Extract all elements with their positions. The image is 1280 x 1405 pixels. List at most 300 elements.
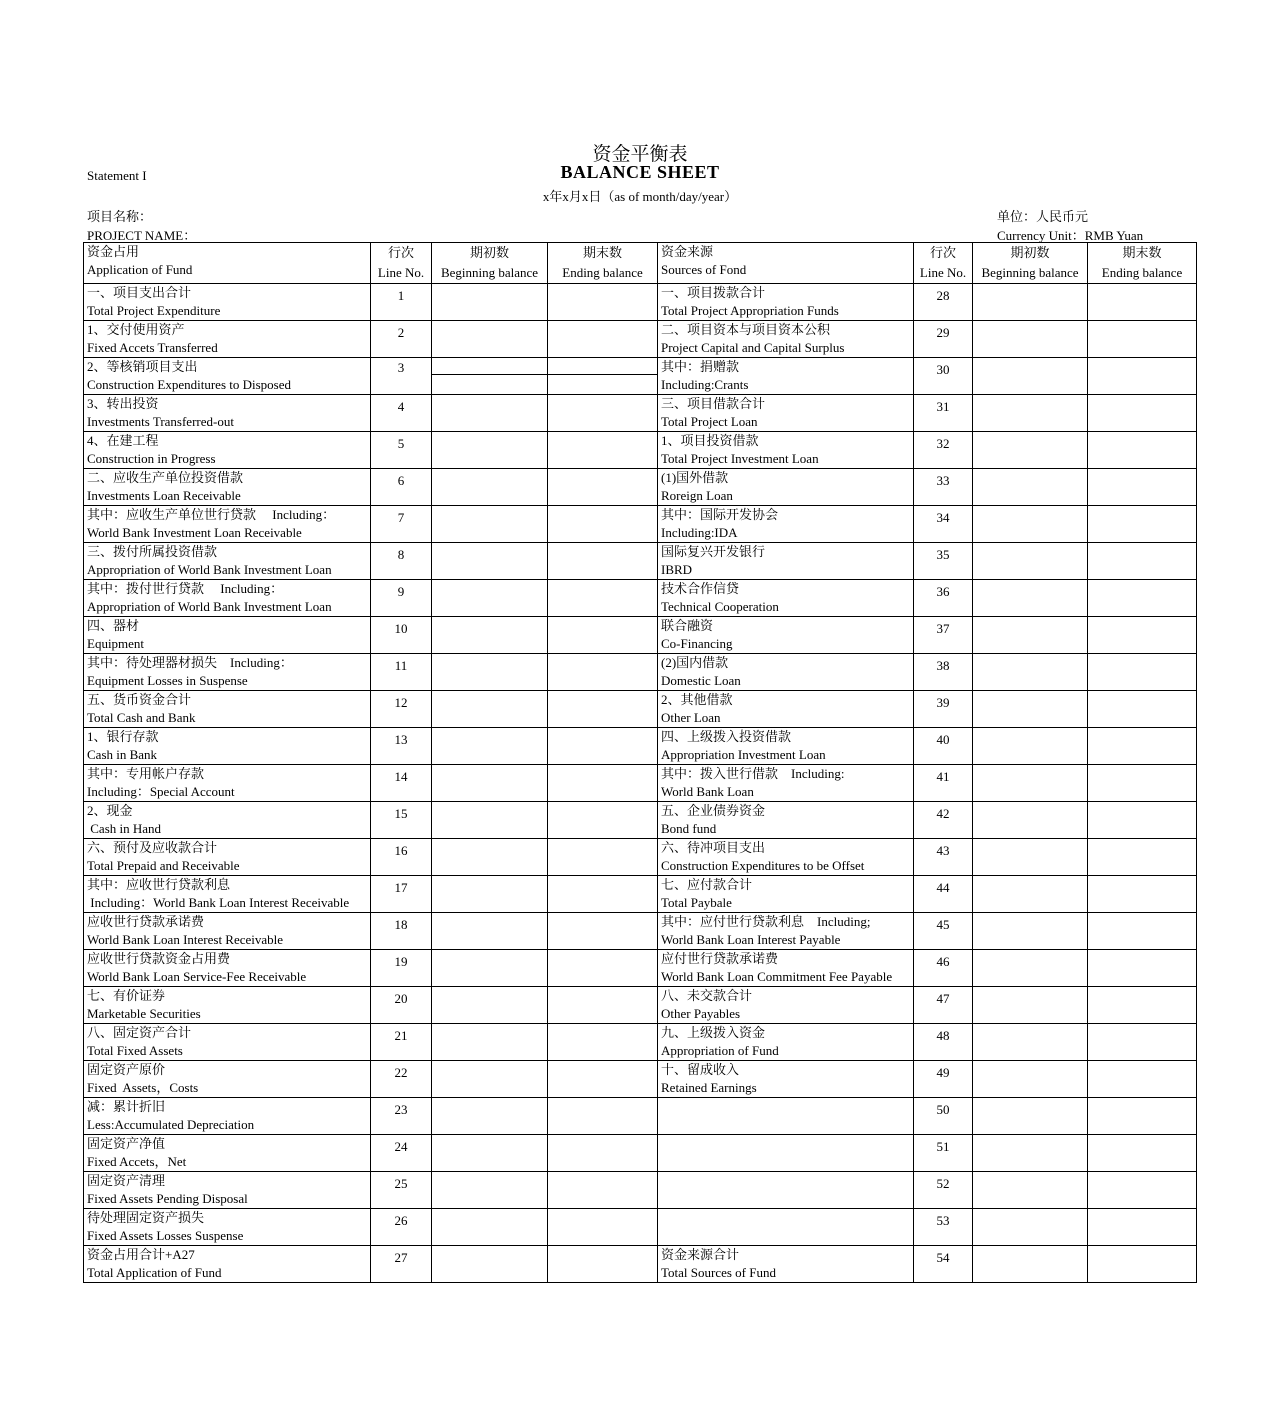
- source-item-cn: 六、待冲项目支出: [661, 840, 766, 855]
- source-item-cn: 2、其他借款: [661, 692, 733, 707]
- source-item-cn: 技术合作信贷: [661, 581, 740, 596]
- application-item-en: Investments Transferred-out: [87, 414, 234, 429]
- application-ending-cell[interactable]: [548, 358, 658, 395]
- source-ending-cell[interactable]: [1088, 1172, 1197, 1209]
- source-ending-cell[interactable]: [1088, 876, 1197, 913]
- application-ending-cell[interactable]: [548, 284, 658, 321]
- project-name-en: PROJECT NAME：: [87, 228, 197, 243]
- application-beginning-cell[interactable]: [432, 284, 548, 321]
- header-sources: [658, 243, 914, 284]
- source-beginning-cell[interactable]: [973, 1172, 1088, 1209]
- source-item: [658, 654, 914, 691]
- source-beginning-cell[interactable]: [973, 1135, 1088, 1172]
- source-ending-cell[interactable]: [1088, 802, 1197, 839]
- application-item-en: Fixed Assets，Costs: [87, 1080, 199, 1095]
- application-ending-cell[interactable]: [548, 765, 658, 802]
- application-beginning-cell[interactable]: [432, 358, 548, 395]
- application-item-cn: 其中：应收生产单位世行贷款 Including：: [87, 507, 336, 522]
- source-beginning-cell[interactable]: [973, 358, 1088, 395]
- source-item-cn: 1、项目投资借款: [661, 433, 759, 448]
- source-ending-cell[interactable]: [1088, 617, 1197, 654]
- source-line-no: [914, 913, 973, 950]
- line-number: 33: [936, 473, 950, 488]
- source-item: [658, 506, 914, 543]
- source-line-no: [914, 728, 973, 765]
- table-row: [84, 728, 1197, 765]
- source-item: [658, 469, 914, 506]
- source-beginning-cell[interactable]: [973, 469, 1088, 506]
- balance-sheet-table: [83, 242, 1197, 1283]
- application-ending-cell[interactable]: [548, 395, 658, 432]
- application-beginning-cell[interactable]: [432, 1024, 548, 1061]
- source-line-no: [914, 876, 973, 913]
- header-line-no-2: [914, 243, 973, 284]
- source-beginning-cell[interactable]: [973, 321, 1088, 358]
- table-row: [84, 469, 1197, 506]
- line-number: 29: [936, 325, 950, 340]
- application-ending-cell[interactable]: [548, 691, 658, 728]
- line-number: 49: [936, 1065, 950, 1080]
- application-item-en: World Bank Loan Interest Receivable: [87, 932, 284, 947]
- application-ending-cell[interactable]: [548, 876, 658, 913]
- application-line-no: [371, 876, 432, 913]
- application-item: [84, 987, 371, 1024]
- application-line-no: [371, 469, 432, 506]
- source-line-no: [914, 1246, 973, 1283]
- source-line-no: [914, 395, 973, 432]
- application-ending-cell[interactable]: [548, 580, 658, 617]
- line-number: 14: [394, 769, 408, 784]
- application-line-no: [371, 432, 432, 469]
- source-item-cn: 三、项目借款合计: [661, 396, 766, 411]
- application-beginning-cell[interactable]: [432, 950, 548, 987]
- application-ending-cell[interactable]: [548, 654, 658, 691]
- application-beginning-cell[interactable]: [432, 654, 548, 691]
- source-item-cn: 资金来源合计: [661, 1247, 740, 1262]
- application-beginning-cell[interactable]: [432, 543, 548, 580]
- source-beginning-cell[interactable]: [973, 913, 1088, 950]
- application-beginning-cell[interactable]: [432, 839, 548, 876]
- source-item: [658, 543, 914, 580]
- header-row: [84, 243, 1197, 284]
- source-item-cn: 联合融资: [661, 618, 714, 633]
- source-beginning-cell[interactable]: [973, 802, 1088, 839]
- application-beginning-cell[interactable]: [432, 1061, 548, 1098]
- application-item: [84, 691, 371, 728]
- source-ending-cell[interactable]: [1088, 469, 1197, 506]
- source-item: [658, 839, 914, 876]
- application-item-cn: 待处理固定资产损失: [87, 1210, 205, 1225]
- application-item-cn: 一、项目支出合计: [87, 285, 192, 300]
- application-beginning-cell[interactable]: [432, 321, 548, 358]
- source-beginning-cell[interactable]: [973, 543, 1088, 580]
- application-beginning-cell[interactable]: [432, 1246, 548, 1283]
- application-line-no: [371, 1098, 432, 1135]
- application-item-cn: 五、货币资金合计: [87, 692, 192, 707]
- application-beginning-cell[interactable]: [432, 580, 548, 617]
- line-number: 40: [936, 732, 950, 747]
- source-ending-cell[interactable]: [1088, 839, 1197, 876]
- source-item-en: Other Loan: [661, 710, 721, 725]
- source-beginning-cell[interactable]: [973, 765, 1088, 802]
- source-item-en: World Bank Loan Commitment Fee Payable: [661, 969, 893, 984]
- application-item: [84, 432, 371, 469]
- application-beginning-cell[interactable]: [432, 728, 548, 765]
- application-ending-cell[interactable]: [548, 1024, 658, 1061]
- application-beginning-cell[interactable]: [432, 987, 548, 1024]
- source-beginning-cell[interactable]: [973, 839, 1088, 876]
- application-item-en: Marketable Securities: [87, 1006, 201, 1021]
- source-item: [658, 876, 914, 913]
- source-item-en: Domestic Loan: [661, 673, 741, 688]
- source-beginning-cell[interactable]: [973, 580, 1088, 617]
- line-number: 43: [936, 843, 950, 858]
- source-ending-cell[interactable]: [1088, 728, 1197, 765]
- source-ending-cell[interactable]: [1088, 506, 1197, 543]
- source-item: [658, 1246, 914, 1283]
- application-item: [84, 543, 371, 580]
- source-line-no: [914, 469, 973, 506]
- header-beginning: [432, 243, 548, 284]
- source-ending-cell[interactable]: [1088, 1061, 1197, 1098]
- table-row: [84, 284, 1197, 321]
- source-beginning-cell[interactable]: [973, 1024, 1088, 1061]
- header-sources-en: Sources of Fond: [661, 262, 747, 277]
- application-beginning-cell[interactable]: [432, 1172, 548, 1209]
- application-item-en: Construction in Progress: [87, 451, 216, 466]
- application-item-cn: 其中：专用帐户存款: [87, 766, 205, 781]
- line-number: 36: [936, 584, 950, 599]
- application-item: [84, 321, 371, 358]
- source-beginning-cell[interactable]: [973, 987, 1088, 1024]
- source-ending-cell[interactable]: [1088, 654, 1197, 691]
- application-beginning-cell[interactable]: [432, 395, 548, 432]
- table-row: [84, 876, 1197, 913]
- source-ending-cell[interactable]: [1088, 580, 1197, 617]
- application-line-no: [371, 1061, 432, 1098]
- statement-label: Statement I: [87, 168, 147, 183]
- source-item-en: World Bank Loan Interest Payable: [661, 932, 841, 947]
- application-item-en: Fixed Accets Transferred: [87, 340, 218, 355]
- table-row: [84, 395, 1197, 432]
- source-beginning-cell[interactable]: [973, 1246, 1088, 1283]
- source-ending-cell[interactable]: [1088, 395, 1197, 432]
- application-line-no: [371, 802, 432, 839]
- source-ending-cell[interactable]: [1088, 1024, 1197, 1061]
- source-ending-cell[interactable]: [1088, 284, 1197, 321]
- header-beginning-2: [973, 243, 1088, 284]
- source-item-cn: 七、应付款合计: [661, 877, 753, 892]
- source-ending-cell[interactable]: [1088, 691, 1197, 728]
- line-number: 38: [936, 658, 950, 673]
- application-item: [84, 1172, 371, 1209]
- source-line-no: [914, 839, 973, 876]
- application-ending-cell[interactable]: [548, 543, 658, 580]
- application-ending-cell[interactable]: [548, 1098, 658, 1135]
- source-beginning-cell[interactable]: [973, 432, 1088, 469]
- source-beginning-cell[interactable]: [973, 506, 1088, 543]
- application-item-en: Fixed Assets Losses Suspense: [87, 1228, 244, 1243]
- source-beginning-cell[interactable]: [973, 1098, 1088, 1135]
- source-beginning-cell[interactable]: [973, 395, 1088, 432]
- source-ending-cell[interactable]: [1088, 543, 1197, 580]
- source-item-en: IBRD: [661, 562, 693, 577]
- application-line-no: [371, 913, 432, 950]
- application-ending-cell[interactable]: [548, 506, 658, 543]
- application-item-en: World Bank Loan Service-Fee Receivable: [87, 969, 307, 984]
- source-item-cn: (2)国内借款: [661, 655, 729, 670]
- application-ending-cell[interactable]: [548, 987, 658, 1024]
- source-item-en: Co-Financing: [661, 636, 733, 651]
- source-item: [658, 1024, 914, 1061]
- source-item-en: World Bank Loan: [661, 784, 754, 799]
- source-line-no: [914, 1061, 973, 1098]
- source-item-en: Appropriation of Fund: [661, 1043, 779, 1058]
- source-item: [658, 802, 914, 839]
- source-item-cn: 十、留成收入: [661, 1062, 740, 1077]
- source-ending-cell[interactable]: [1088, 321, 1197, 358]
- source-ending-cell[interactable]: [1088, 950, 1197, 987]
- application-item-cn: 其中：应收世行贷款利息: [87, 877, 231, 892]
- line-number: 53: [936, 1213, 950, 1228]
- application-line-no: [371, 395, 432, 432]
- application-ending-cell[interactable]: [548, 1172, 658, 1209]
- table-row: [84, 1135, 1197, 1172]
- source-ending-cell[interactable]: [1088, 1135, 1197, 1172]
- application-line-no: [371, 284, 432, 321]
- line-number: 39: [936, 695, 950, 710]
- source-beginning-cell[interactable]: [973, 876, 1088, 913]
- source-item-cn: 四、上级拨入投资借款: [661, 729, 792, 744]
- application-ending-cell[interactable]: [548, 432, 658, 469]
- line-number: 3: [397, 360, 405, 375]
- source-item: [658, 765, 914, 802]
- application-line-no: [371, 691, 432, 728]
- source-item-cn: 五、企业债券资金: [661, 803, 766, 818]
- source-item-en: Technical Cooperation: [661, 599, 779, 614]
- table-row: [84, 1209, 1197, 1246]
- source-beginning-cell[interactable]: [973, 617, 1088, 654]
- source-ending-cell[interactable]: [1088, 765, 1197, 802]
- application-line-no: [371, 1172, 432, 1209]
- application-item-cn: 其中：待处理器材损失 Including：: [87, 655, 293, 670]
- source-item: [658, 728, 914, 765]
- application-item-cn: 1、交付使用资产: [87, 322, 185, 337]
- application-item: [84, 728, 371, 765]
- application-item-en: Including：World Bank Loan Interest Receivable: [87, 895, 350, 910]
- line-number: 44: [936, 880, 950, 895]
- application-item-en: World Bank Investment Loan Receivable: [87, 525, 302, 540]
- application-item: [84, 580, 371, 617]
- line-number: 17: [394, 880, 408, 895]
- application-beginning-cell[interactable]: [432, 802, 548, 839]
- application-item-en: Total Cash and Bank: [87, 710, 196, 725]
- source-line-no: [914, 802, 973, 839]
- application-ending-cell[interactable]: [548, 839, 658, 876]
- application-ending-cell[interactable]: [548, 728, 658, 765]
- source-item: [658, 950, 914, 987]
- application-item-en: Total Project Expenditure: [87, 303, 221, 318]
- line-number: 47: [936, 991, 950, 1006]
- source-item: [658, 580, 914, 617]
- application-item-cn: 2、现金: [87, 803, 133, 818]
- source-item: [658, 1135, 914, 1172]
- application-item-en: Total Application of Fund: [87, 1265, 222, 1280]
- application-line-no: [371, 321, 432, 358]
- application-beginning-cell[interactable]: [432, 432, 548, 469]
- line-number: 35: [936, 547, 950, 562]
- application-item: [84, 469, 371, 506]
- source-item-cn: 国际复兴开发银行: [661, 544, 766, 559]
- source-line-no: [914, 654, 973, 691]
- table-row: [84, 432, 1197, 469]
- line-number: 50: [936, 1102, 950, 1117]
- header-sources-cn: 资金来源: [661, 244, 714, 259]
- source-ending-cell[interactable]: [1088, 432, 1197, 469]
- source-item: [658, 1172, 914, 1209]
- application-beginning-cell[interactable]: [432, 1135, 548, 1172]
- source-beginning-cell[interactable]: [973, 691, 1088, 728]
- application-item: [84, 1135, 371, 1172]
- application-ending-cell[interactable]: [548, 802, 658, 839]
- application-item-en: Fixed Accets，Net: [87, 1154, 187, 1169]
- application-item-en: Cash in Bank: [87, 747, 158, 762]
- application-item-cn: 六、预付及应收款合计: [87, 840, 218, 855]
- header-beginning-en: Beginning balance: [440, 265, 539, 280]
- application-ending-cell[interactable]: [548, 321, 658, 358]
- application-item-en: Appropriation of World Bank Investment Loan: [87, 599, 332, 614]
- source-item: [658, 1098, 914, 1135]
- application-item: [84, 802, 371, 839]
- source-line-no: [914, 284, 973, 321]
- application-beginning-cell[interactable]: [432, 617, 548, 654]
- line-number: 52: [936, 1176, 950, 1191]
- title-chinese: 资金平衡表: [592, 144, 688, 165]
- application-item: [84, 284, 371, 321]
- source-item-cn: (1)国外借款: [661, 470, 729, 485]
- line-number: 15: [394, 806, 408, 821]
- application-item: [84, 1098, 371, 1135]
- source-item-cn: 应付世行贷款承诺费: [661, 951, 779, 966]
- table-row: [84, 654, 1197, 691]
- application-item: [84, 765, 371, 802]
- source-line-no: [914, 1135, 973, 1172]
- source-item-cn: 其中：应付世行贷款利息 Including;: [661, 914, 871, 929]
- line-number: 46: [936, 954, 950, 969]
- currency-unit-cn: 单位：人民币元: [997, 209, 1089, 224]
- application-line-no: [371, 839, 432, 876]
- application-item-en: Appropriation of World Bank Investment Loan: [87, 562, 332, 577]
- source-item-cn: 九、上级拨入资金: [661, 1025, 766, 1040]
- application-ending-cell[interactable]: [548, 1209, 658, 1246]
- application-item-en: Total Fixed Assets: [87, 1043, 183, 1058]
- table-row: [84, 950, 1197, 987]
- line-number: 9: [397, 584, 405, 599]
- line-number: 11: [394, 658, 408, 673]
- application-item-cn: 应收世行贷款承诺费: [87, 914, 205, 929]
- line-number: 31: [936, 399, 950, 414]
- table-row: [84, 506, 1197, 543]
- application-beginning-cell[interactable]: [432, 876, 548, 913]
- application-item: [84, 1209, 371, 1246]
- application-beginning-cell[interactable]: [432, 691, 548, 728]
- application-ending-cell[interactable]: [548, 1135, 658, 1172]
- header-line2-en: Line No.: [919, 265, 967, 280]
- application-ending-cell[interactable]: [548, 617, 658, 654]
- header-application-en: Application of Fund: [87, 262, 193, 277]
- line-number: 2: [397, 325, 405, 340]
- source-beginning-cell[interactable]: [973, 1209, 1088, 1246]
- source-beginning-cell[interactable]: [973, 284, 1088, 321]
- source-item: [658, 321, 914, 358]
- application-item-cn: 三、拨付所属投资借款: [87, 544, 218, 559]
- line-number: 21: [394, 1028, 408, 1043]
- source-line-no: [914, 506, 973, 543]
- source-beginning-cell[interactable]: [973, 654, 1088, 691]
- source-item-en: Other Payables: [661, 1006, 741, 1021]
- application-beginning-cell[interactable]: [432, 506, 548, 543]
- source-item-en: Retained Earnings: [661, 1080, 757, 1095]
- line-number: 19: [394, 954, 408, 969]
- application-item-en: Equipment: [87, 636, 145, 651]
- source-line-no: [914, 321, 973, 358]
- source-beginning-cell[interactable]: [973, 1061, 1088, 1098]
- application-item-cn: 固定资产净值: [87, 1136, 166, 1151]
- line-number: 45: [936, 917, 950, 932]
- source-ending-cell[interactable]: [1088, 1209, 1197, 1246]
- line-number: 5: [397, 436, 405, 451]
- application-beginning-cell[interactable]: [432, 913, 548, 950]
- header-application: [84, 243, 371, 284]
- source-item: [658, 617, 914, 654]
- source-ending-cell[interactable]: [1088, 913, 1197, 950]
- source-beginning-cell[interactable]: [973, 728, 1088, 765]
- application-ending-cell[interactable]: [548, 1061, 658, 1098]
- application-ending-cell[interactable]: [548, 469, 658, 506]
- application-beginning-cell[interactable]: [432, 1098, 548, 1135]
- source-line-no: [914, 1172, 973, 1209]
- currency-unit-en: Currency Unit：RMB Yuan: [997, 228, 1144, 243]
- source-ending-cell[interactable]: [1088, 1246, 1197, 1283]
- application-line-no: [371, 1246, 432, 1283]
- application-ending-cell[interactable]: [548, 950, 658, 987]
- line-number: 10: [394, 621, 408, 636]
- source-item: [658, 432, 914, 469]
- application-item-en: Investments Loan Receivable: [87, 488, 241, 503]
- header-line-no: [371, 243, 432, 284]
- source-item: [658, 691, 914, 728]
- application-beginning-cell[interactable]: [432, 469, 548, 506]
- source-ending-cell[interactable]: [1088, 358, 1197, 395]
- application-beginning-cell[interactable]: [432, 765, 548, 802]
- application-beginning-cell[interactable]: [432, 1209, 548, 1246]
- line-number: 6: [397, 473, 405, 488]
- table-row: [84, 1172, 1197, 1209]
- source-ending-cell[interactable]: [1088, 987, 1197, 1024]
- application-item: [84, 1024, 371, 1061]
- line-number: 34: [936, 510, 950, 525]
- source-beginning-cell[interactable]: [973, 950, 1088, 987]
- source-item-en: Project Capital and Capital Surplus: [661, 340, 845, 355]
- table-row: [84, 802, 1197, 839]
- source-ending-cell[interactable]: [1088, 1098, 1197, 1135]
- header-beginning-cn: 期初数: [469, 245, 509, 260]
- application-ending-cell[interactable]: [548, 913, 658, 950]
- application-item-cn: 应收世行贷款资金占用费: [87, 951, 231, 966]
- application-item: [84, 506, 371, 543]
- header-ending-en: Ending balance: [562, 265, 643, 280]
- application-ending-cell[interactable]: [548, 1246, 658, 1283]
